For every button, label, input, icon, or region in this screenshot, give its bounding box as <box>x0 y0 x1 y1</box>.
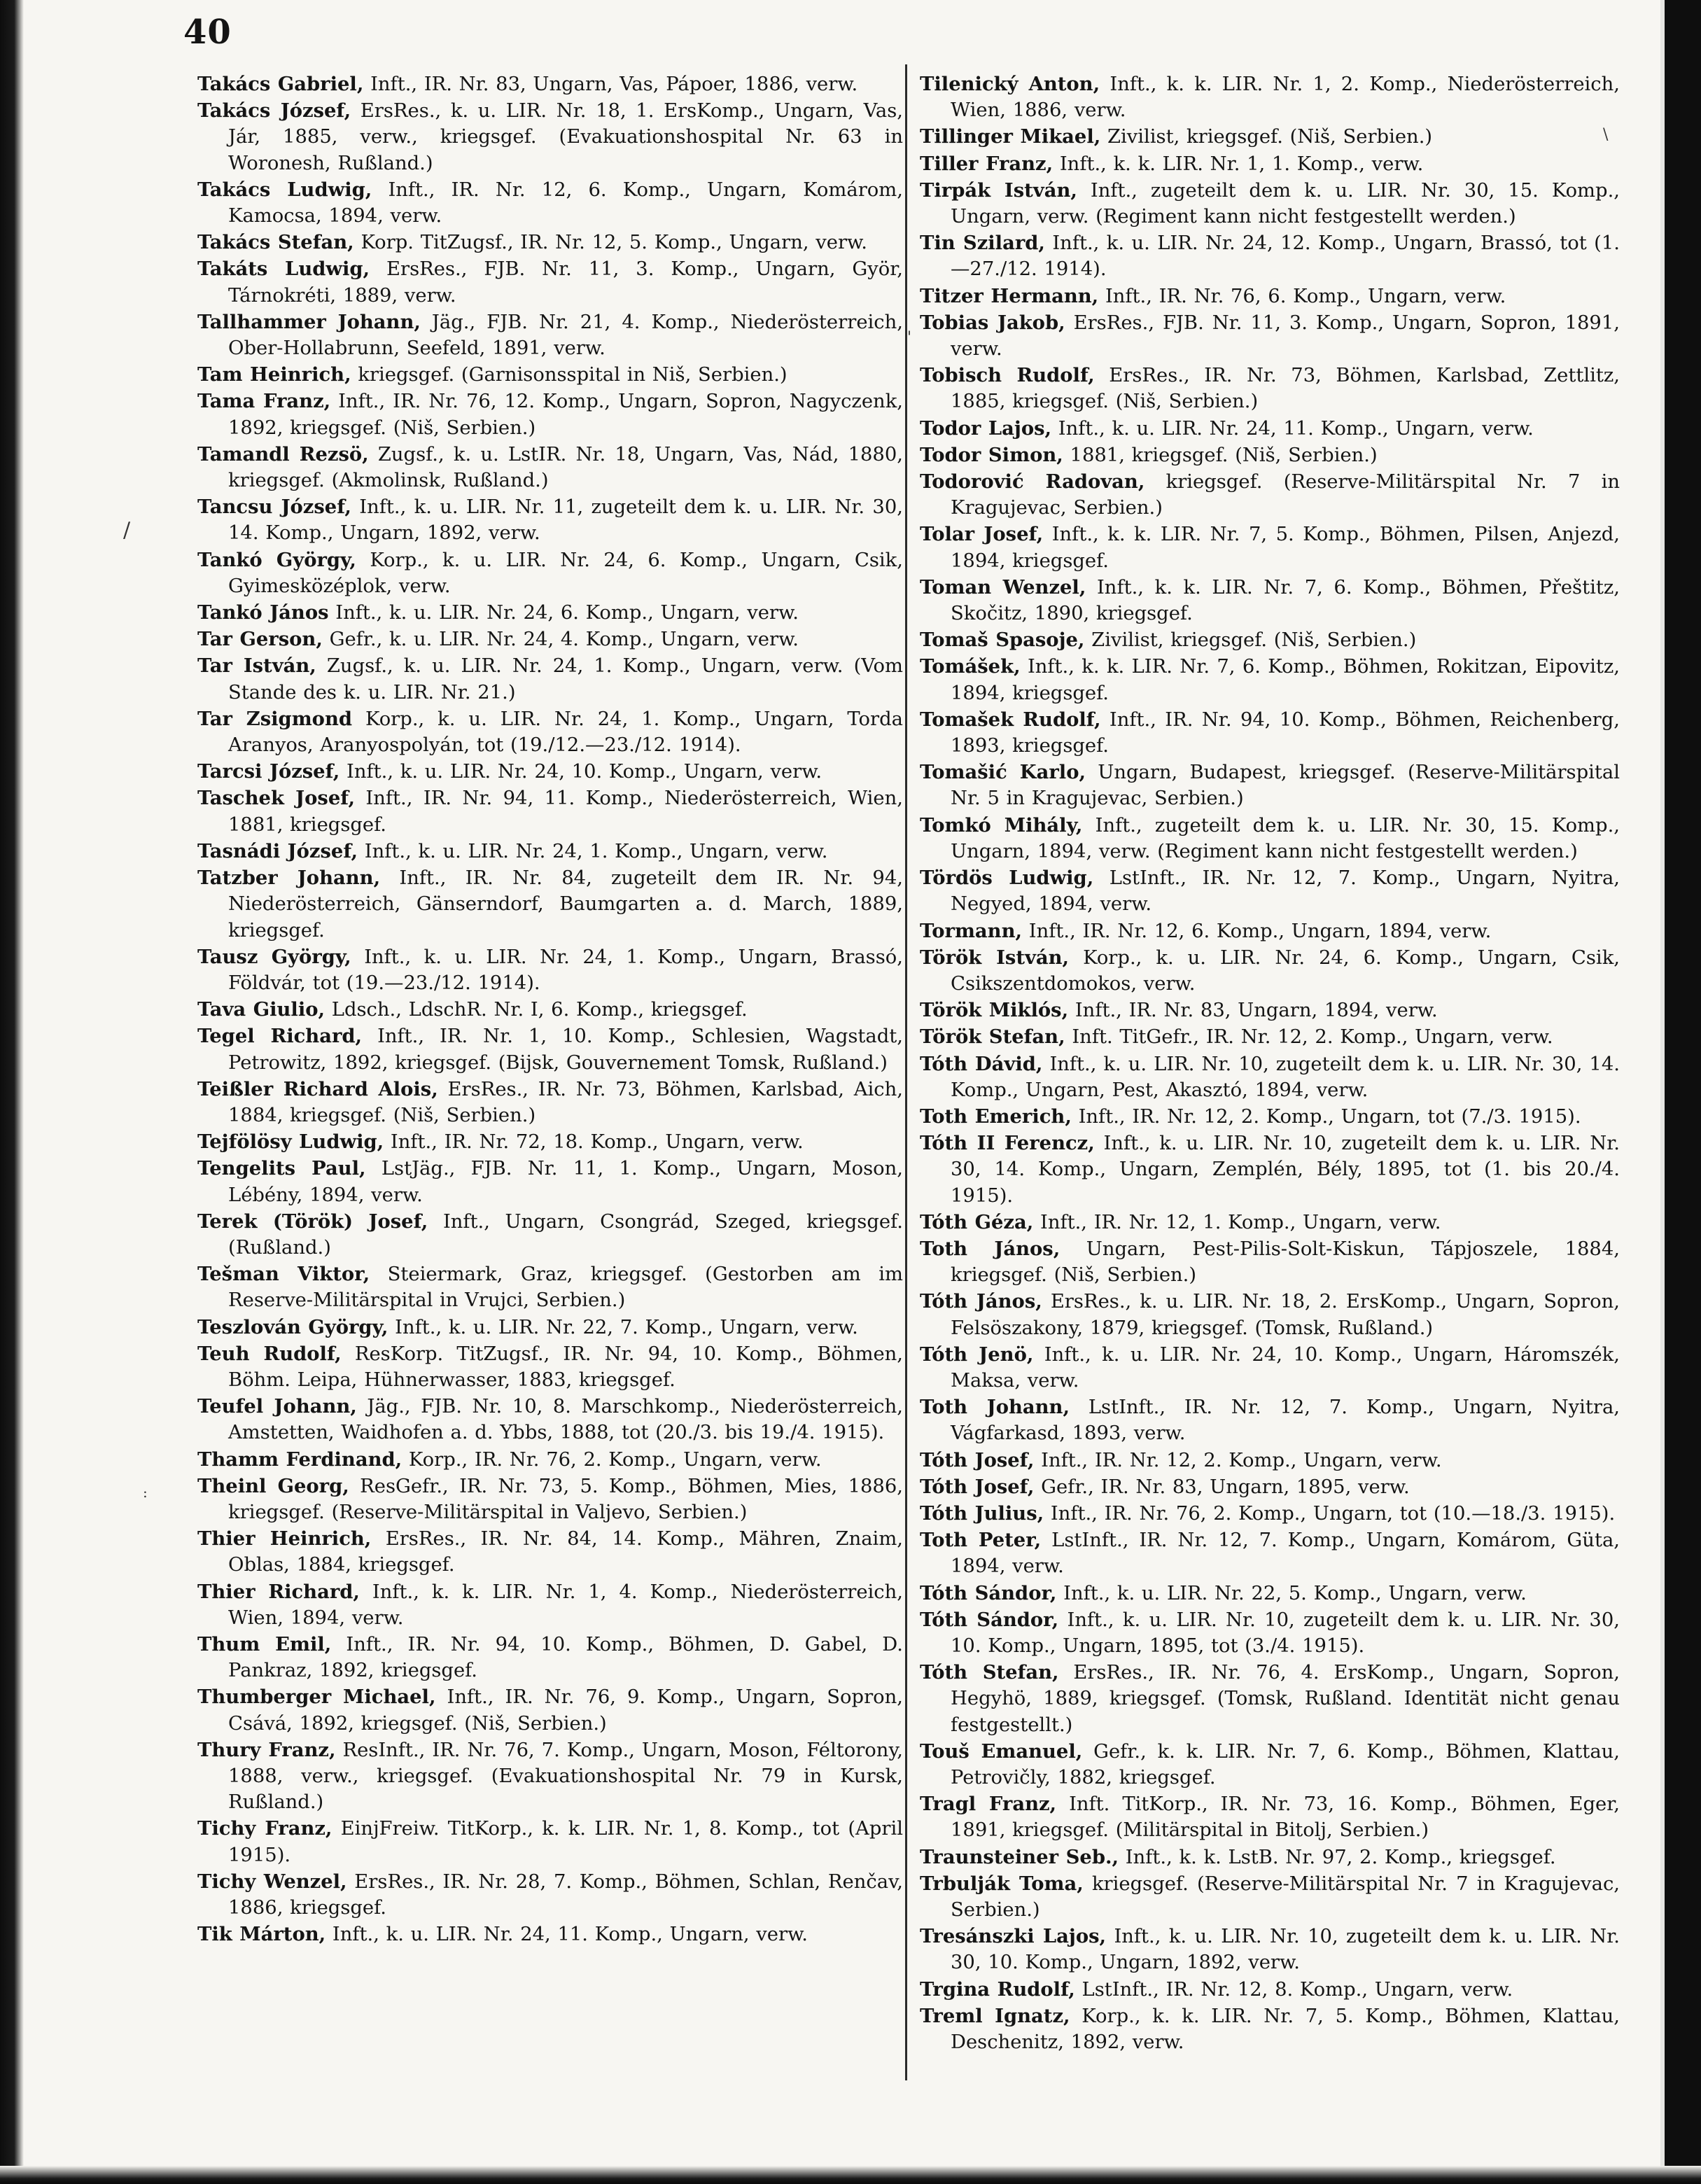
entry-detail: LstInft., IR. Nr. 12, 7. Komp., Ungarn, Nyitra, Negyed, 1894, verw. <box>951 867 1620 916</box>
entry-detail: Inft., zugeteilt dem k. u. LIR. Nr. 30, 15. Komp., Ungarn, 1894, verw. (Regiment kann nicht festgestellt werden.) <box>951 814 1620 862</box>
entry-detail: Inft., IR. Nr. 94, 10. Komp., Böhmen, Reichenberg, 1893, kriegsgef. <box>951 708 1620 757</box>
entry-name: Teszlován György, <box>197 1315 388 1338</box>
entry-detail: ErsRes., IR. Nr. 73, Böhmen, Karlsbad, Zettlitz, 1885, kriegsgef. (Niš, Serbien.) <box>951 365 1620 413</box>
register-entry <box>920 363 1620 414</box>
entry-detail: Inft., IR. Nr. 94, 10. Komp., Böhmen, D. Gabel, D. Pankraz, 1892, kriegsgef. <box>228 1633 903 1682</box>
entry-detail: Inft., IR. Nr. 1, 10. Komp., Schlesien, Wagstadt, Petrowitz, 1892, kriegsgef. (Bijsk, Gouvernement Tomsk, Rußland.) <box>228 1026 903 1074</box>
register-entry <box>920 1236 1620 1288</box>
entry-detail: Korp., k. u. LIR. Nr. 24, 1. Komp., Ungarn, Torda Aranyos, Aranyospolyán, tot (19./12.—23./12. 1914). <box>228 708 903 757</box>
entry-detail: Zivilist, kriegsgef. (Niš, Serbien.) <box>1107 126 1433 148</box>
entry-detail: Inft., IR. Nr. 76, 12. Komp., Ungarn, Sopron, Nagyczenk, 1892, kriegsgef. (Niš, Serbien.) <box>228 391 903 439</box>
entry-name: Tomkó Mihály, <box>920 813 1083 836</box>
entry-name: Tóth Julius, <box>920 1502 1044 1525</box>
entry-name: Tresánszki Lajos, <box>920 1925 1107 1948</box>
entry-detail: ErsRes., k. u. LIR. Nr. 18, 1. ErsKomp., Ungarn, Vas, Jár, 1885, verw., kriegsgef. (Evakuationshospital Nr. 63 in Woronesh, Rußland.) <box>228 100 903 174</box>
register-entry <box>920 1660 1620 1738</box>
register-entry <box>197 1077 903 1128</box>
left-column <box>197 71 903 1948</box>
entry-name: Tichy Franz, <box>197 1817 332 1840</box>
register-entry <box>920 707 1620 759</box>
entry-detail: Inft., k. u. LIR. Nr. 10, zugeteilt dem k. u. LIR. Nr. 30, 14. Komp., Ungarn, Pest, Akasztó, 1894, verw. <box>951 1053 1620 1101</box>
entry-detail: Ldsch., LdschR. Nr. I, 6. Komp., kriegsgef. <box>331 999 748 1021</box>
entry-detail: Inft. TitGefr., IR. Nr. 12, 2. Komp., Ungarn, verw. <box>1072 1026 1553 1049</box>
entry-name: Toman Wenzel, <box>920 575 1086 598</box>
register-entry <box>920 1581 1620 1606</box>
entry-name: Tava Giulio, <box>197 998 326 1021</box>
scan-shadow-bottom <box>0 2166 1701 2184</box>
entry-detail: Inft., k. k. LIR. Nr. 7, 5. Komp., Böhmen, Pilsen, Anjezd, 1894, kriegsgef. <box>951 524 1620 572</box>
entry-detail: ResInft., IR. Nr. 76, 7. Komp., Ungarn, Moson, Féltorony, 1888, verw., kriegsgef. (Evakuationshospital Nr. 79 in Kursk, Rußland.) <box>228 1739 903 1814</box>
entry-detail: Korp., IR. Nr. 76, 2. Komp., Ungarn, verw. <box>408 1448 822 1471</box>
entry-name: Tamandl Rezsö, <box>197 442 369 465</box>
register-entry <box>920 1871 1620 1923</box>
entry-detail: Inft., k. u. LIR. Nr. 10, zugeteilt dem k. u. LIR. Nr. 30, 10. Komp., Ungarn, 1895, tot (3./4. 1915). <box>951 1609 1620 1657</box>
register-entry <box>197 1632 903 1684</box>
entry-detail: LstInft., IR. Nr. 12, 8. Komp., Ungarn, verw. <box>1082 1978 1513 2001</box>
entry-name: Tóth Josef, <box>920 1448 1035 1471</box>
entry-name: Tomášek, <box>920 655 1021 678</box>
entry-detail: Inft., IR. Nr. 72, 18. Komp., Ungarn, verw. <box>390 1131 804 1154</box>
entry-detail: ErsRes., k. u. LIR. Nr. 18, 2. ErsKomp., Ungarn, Sopron, Felsöszakony, 1879, kriegsgef. (Tomsk, Rußland.) <box>951 1291 1620 1339</box>
register-entry <box>197 494 903 546</box>
entry-name: Tördös Ludwig, <box>920 867 1094 890</box>
entry-detail: Inft., k. u. LIR. Nr. 10, zugeteilt dem k. u. LIR. Nr. 30, 14. Komp., Ungarn, Zemplén, Bély, 1895, tot (1. bis 20./4. 1915). <box>951 1133 1620 1207</box>
entry-detail: Inft., Ungarn, Csongrád, Szeged, kriegsgef. (Rußland.) <box>228 1210 903 1259</box>
entry-name: Tama Franz, <box>197 390 331 413</box>
entry-detail: Inft., k. u. LIR. Nr. 24, 11. Komp., Ungarn, verw. <box>1058 417 1534 440</box>
entry-name: Tillinger Mikael, <box>920 125 1101 148</box>
entry-name: Tóth Géza, <box>920 1210 1034 1233</box>
entry-detail: Gefr., IR. Nr. 83, Ungarn, 1895, verw. <box>1041 1476 1410 1498</box>
entry-detail: Korp., k. u. LIR. Nr. 24, 6. Komp., Ungarn, Csik, Csikszentdomokos, verw. <box>951 946 1620 995</box>
register-entry <box>920 522 1620 573</box>
register-entry <box>920 1210 1620 1236</box>
entry-name: Thier Heinrich, <box>197 1527 372 1550</box>
entry-name: Tormann, <box>920 919 1023 942</box>
register-entry <box>197 1579 903 1631</box>
entry-name: Taschek Josef, <box>197 787 355 810</box>
register-entry <box>920 575 1620 626</box>
entry-name: Tóth Stefan, <box>920 1661 1059 1684</box>
register-entry <box>920 654 1620 706</box>
register-entry <box>920 1844 1620 1870</box>
entry-name: Török István, <box>920 946 1070 969</box>
entry-name: Tatzber Johann, <box>197 867 381 890</box>
entry-name: Trbulják Toma, <box>920 1872 1084 1895</box>
entry-detail: Korp., k. u. LIR. Nr. 24, 6. Komp., Ungarn, Csik, Gyimesközéplok, verw. <box>228 549 903 597</box>
entry-name: Tasnádi József, <box>197 839 358 862</box>
entry-detail: Inft., k. u. LIR. Nr. 11, zugeteilt dem k. u. LIR. Nr. 30, 14. Komp., Ungarn, 1892, verw. <box>228 496 903 545</box>
entry-detail: Inft., IR. Nr. 12, 6. Komp., Ungarn, 1894, verw. <box>1028 920 1492 942</box>
entry-name: Tóth Sándor, <box>920 1608 1059 1631</box>
entry-name: Tóth Dávid, <box>920 1052 1043 1075</box>
register-entry <box>197 839 903 864</box>
register-entry <box>197 785 903 837</box>
register-entry <box>197 442 903 493</box>
entry-name: Tešman Viktor, <box>197 1263 370 1286</box>
entry-detail: Inft., k. k. LIR. Nr. 1, 1. Komp., verw. <box>1059 153 1424 175</box>
entry-name: Tomašek Rudolf, <box>920 708 1101 731</box>
register-entry <box>197 1129 903 1155</box>
entry-name: Teufel Johann, <box>197 1395 357 1418</box>
entry-name: Tin Szilard, <box>920 232 1045 255</box>
register-entry <box>197 1526 903 1578</box>
entry-detail: Inft., k. u. LIR. Nr. 24, 10. Komp., Ungarn, Háromszék, Maksa, verw. <box>951 1343 1620 1392</box>
entry-name: Tobias Jakob, <box>920 311 1065 334</box>
register-entry <box>920 1289 1620 1340</box>
entry-name: Thum Emil, <box>197 1632 332 1656</box>
register-entry <box>920 813 1620 864</box>
register-entry <box>920 865 1620 917</box>
entry-detail: Inft., k. u. LIR. Nr. 22, 5. Komp., Ungarn, verw. <box>1063 1582 1527 1604</box>
entry-detail: Inft., IR. Nr. 12, 1. Komp., Ungarn, verw. <box>1040 1211 1441 1233</box>
entry-detail: Inft. TitKorp., IR. Nr. 73, 16. Komp., Böhmen, Eger, 1891, kriegsgef. (Militärspital in Bitolj, Serbien.) <box>951 1793 1620 1842</box>
entry-detail: ErsRes., IR. Nr. 73, Böhmen, Karlsbad, Aich, 1884, kriegsgef. (Niš, Serbien.) <box>228 1078 903 1126</box>
entry-detail: Ungarn, Budapest, kriegsgef. (Reserve-Militärspital Nr. 5 in Kragujevac, Serbien.) <box>951 762 1620 810</box>
register-entry <box>920 310 1620 362</box>
entry-name: Török Stefan, <box>920 1026 1065 1049</box>
entry-name: Takács József, <box>197 99 351 122</box>
entry-detail: Inft., zugeteilt dem k. u. LIR. Nr. 30, 15. Komp., Ungarn, verw. (Regiment kann nicht festgestellt werden.) <box>951 179 1620 228</box>
entry-detail: Inft., k. k. LIR. Nr. 1, 4. Komp., Niederösterreich, Wien, 1894, verw. <box>228 1581 903 1629</box>
entry-detail: Inft., IR. Nr. 83, Ungarn, Vas, Pápoer, 1886, verw. <box>370 74 858 95</box>
entry-name: Thamm Ferdinand, <box>197 1448 402 1471</box>
register-entry <box>920 1501 1620 1527</box>
register-entry <box>197 1474 903 1525</box>
entry-name: Tóth Jenö, <box>920 1343 1034 1366</box>
entry-detail: Inft., IR. Nr. 12, 2. Komp., Ungarn, tot (7./3. 1915). <box>1078 1105 1581 1128</box>
register-entry <box>920 2003 1620 2055</box>
register-entry <box>197 1447 903 1473</box>
margin-dot-mark: \ <box>1603 126 1609 144</box>
entry-name: Treml Ignatz, <box>920 2004 1070 2027</box>
margin-stroke-mark: / <box>123 518 131 542</box>
entry-detail: Gefr., k. u. LIR. Nr. 24, 4. Komp., Ungarn, verw. <box>329 629 799 651</box>
register-entry <box>920 178 1620 230</box>
entry-detail: Inft., k. u. LIR. Nr. 10, zugeteilt dem k. u. LIR. Nr. 30, 10. Komp., Ungarn, 1892, verw. <box>951 1926 1620 1974</box>
entry-name: Thumberger Michael, <box>197 1686 436 1709</box>
entry-name: Todor Lajos, <box>920 416 1052 440</box>
entry-detail: Inft., IR. Nr. 76, 6. Komp., Ungarn, verw. <box>1105 285 1506 307</box>
entry-name: Tirpák István, <box>920 178 1077 202</box>
entry-name: Tejfölösy Ludwig, <box>197 1130 384 1154</box>
register-entry <box>920 284 1620 309</box>
page-number: 40 <box>183 13 232 52</box>
entry-name: Thier Richard, <box>197 1580 360 1603</box>
register-entry <box>197 177 903 229</box>
entry-detail: LstInft., IR. Nr. 12, 7. Komp., Ungarn, Nyitra, Vágfarkasd, 1893, verw. <box>951 1396 1620 1445</box>
entry-name: Tóth Sándor, <box>920 1581 1057 1604</box>
entry-name: Tolar Josef, <box>920 523 1044 546</box>
entry-detail: ResKorp. TitZugsf., IR. Nr. 94, 10. Komp., Böhmen, Böhm. Leipa, Hühnerwasser, 1883, kriegsgef. <box>228 1343 903 1391</box>
entry-detail: kriegsgef. (Garnisonsspital in Niš, Serbien.) <box>358 364 788 386</box>
entry-name: Toth Johann, <box>920 1396 1070 1419</box>
entry-name: Tar Gerson, <box>197 628 323 651</box>
entry-detail: Zivilist, kriegsgef. (Niš, Serbien.) <box>1091 629 1417 652</box>
register-entry <box>920 1104 1620 1130</box>
entry-detail: Inft., k. u. LIR. Nr. 24, 6. Komp., Ungarn, verw. <box>335 602 799 624</box>
entry-name: Takáts Ludwig, <box>197 258 370 281</box>
entry-detail: Inft., k. u. LIR. Nr. 24, 11. Komp., Ungarn, verw. <box>332 1924 808 1946</box>
entry-name: Tiller Franz, <box>920 152 1054 175</box>
entry-detail: Steiermark, Graz, kriegsgef. (Gestorben am im Reserve-Militärspital in Vrujci, Serbien.) <box>228 1264 903 1312</box>
entry-name: Todorović Radovan, <box>920 470 1145 493</box>
margin-dot-mark: ' <box>907 329 912 346</box>
entry-detail: EinjFreiw. TitKorp., k. k. LIR. Nr. 1, 8. Komp., tot (April 1915). <box>228 1818 903 1866</box>
register-entry <box>920 1342 1620 1394</box>
entry-name: Theinl Georg, <box>197 1474 349 1497</box>
register-entry <box>920 151 1620 177</box>
register-entry <box>197 362 903 388</box>
entry-detail: kriegsgef. (Reserve-Militärspital Nr. 7 in Kragujevac, Serbien.) <box>951 1872 1620 1921</box>
entry-detail: Inft., IR. Nr. 76, 9. Komp., Ungarn, Sopron, Csává, 1892, kriegsgef. (Niš, Serbien.) <box>228 1686 904 1735</box>
register-entry <box>920 1024 1620 1050</box>
entry-detail: Inft., k. k. LIR. Nr. 7, 6. Komp., Böhmen, Rokitzan, Eipovitz, 1894, kriegsgef. <box>951 656 1620 704</box>
entry-detail: 1881, kriegsgef. (Niš, Serbien.) <box>1070 444 1378 466</box>
entry-name: Titzer Hermann, <box>920 284 1099 307</box>
entry-detail: ErsRes., FJB. Nr. 11, 3. Komp., Ungarn, Sopron, 1891, verw. <box>951 312 1620 360</box>
register-entry <box>197 1209 903 1261</box>
entry-detail: Inft., k. u. LIR. Nr. 24, 10. Komp., Ungarn, verw. <box>346 761 822 783</box>
entry-detail: Inft., k. k. LIR. Nr. 1, 2. Komp., Niederösterreich, Wien, 1886, verw. <box>951 74 1620 122</box>
entry-name: Tilenický Anton, <box>920 73 1100 95</box>
entry-name: Tragl Franz, <box>920 1793 1057 1816</box>
entry-name: Touš Emanuel, <box>920 1740 1083 1763</box>
entry-name: Toth Emerich, <box>920 1105 1072 1128</box>
entry-detail: Inft., IR. Nr. 83, Ungarn, 1894, verw. <box>1074 1000 1438 1022</box>
entry-detail: Jäg., FJB. Nr. 21, 4. Komp., Niederösterreich, Ober-Hollabrunn, Seefeld, 1891, verw. <box>228 311 903 360</box>
entry-name: Thury Franz, <box>197 1738 336 1761</box>
register-entry <box>920 1448 1620 1474</box>
margin-dot-mark: : <box>143 1484 148 1501</box>
entry-name: Tengelits Paul, <box>197 1157 366 1180</box>
entry-detail: Korp., k. k. LIR. Nr. 7, 5. Komp., Böhmen, Klattau, Deschenitz, 1892, verw. <box>951 2005 1620 2054</box>
register-entry <box>920 1130 1620 1209</box>
register-entry <box>197 388 903 440</box>
entry-name: Tallhammer Johann, <box>197 310 421 333</box>
register-entry <box>197 1156 903 1208</box>
register-entry <box>920 918 1620 944</box>
register-entry <box>197 759 903 785</box>
register-entry <box>920 1394 1620 1446</box>
register-entry <box>920 71 1620 123</box>
entry-name: Tichy Wenzel, <box>197 1870 347 1893</box>
entry-detail: Inft., k. u. LIR. Nr. 24, 1. Komp., Ungarn, Brassó, Földvár, tot (19.—23./12. 1914). <box>228 946 903 994</box>
entry-name: Tik Márton, <box>197 1923 326 1946</box>
register-entry <box>197 706 903 758</box>
entry-name: Tarcsi József, <box>197 760 340 783</box>
entry-name: Tegel Richard, <box>197 1025 363 1048</box>
register-entry <box>197 1315 903 1340</box>
entry-detail: Zugsf., k. u. LstIR. Nr. 18, Ungarn, Vas, Nád, 1880, kriegsgef. (Akmolinsk, Rußland.) <box>228 443 903 492</box>
entry-detail: Inft., IR. Nr. 94, 11. Komp., Niederösterreich, Wien, 1881, kriegsgef. <box>228 788 903 836</box>
entry-name: Traunsteiner Seb., <box>920 1845 1119 1868</box>
entry-detail: Inft., IR. Nr. 84, zugeteilt dem IR. Nr. 94, Niederösterreich, Gänserndorf, Baumgarten a. d. March, 1889, kriegsgef. <box>228 867 903 941</box>
register-entry <box>920 627 1620 653</box>
register-entry <box>920 124 1620 150</box>
entry-name: Teißler Richard Alois, <box>197 1077 438 1100</box>
register-entry <box>197 230 903 255</box>
entry-detail: ResGefr., IR. Nr. 73, 5. Komp., Böhmen, Mies, 1886, kriegsgef. (Reserve-Militärspital in Valjevo, Serbien.) <box>228 1475 903 1523</box>
register-entry <box>920 1924 1620 1975</box>
entry-name: Tankó György, <box>197 548 356 571</box>
entry-name: Takács Stefan, <box>197 231 354 254</box>
register-entry <box>920 945 1620 997</box>
register-entry <box>920 760 1620 811</box>
register-entry <box>197 600 903 626</box>
entry-detail: Ungarn, Pest-Pilis-Solt-Kiskun, Tápjoszele, 1884, kriegsgef. (Niš, Serbien.) <box>951 1238 1620 1287</box>
entry-name: Teuh Rudolf, <box>197 1342 342 1365</box>
register-entry <box>920 1051 1620 1103</box>
entry-detail: ErsRes., FJB. Nr. 11, 3. Komp., Ungarn, Györ, Tárnokréti, 1889, verw. <box>228 258 903 307</box>
register-entry <box>197 1737 903 1816</box>
entry-detail: Inft., k. k. LstB. Nr. 97, 2. Komp., kriegsgef. <box>1125 1846 1556 1868</box>
entry-name: Todor Simon, <box>920 443 1063 466</box>
register-entry <box>197 256 903 308</box>
register-entry <box>920 1607 1620 1659</box>
register-entry <box>197 1921 903 1947</box>
entry-detail: Inft., k. u. LIR. Nr. 24, 12. Komp., Ungarn, Brassó, tot (1.—27./12. 1914). <box>951 232 1620 281</box>
register-entry <box>197 1023 903 1075</box>
register-entry <box>197 1684 903 1736</box>
register-entry <box>197 1816 903 1868</box>
entry-name: Tóth II Ferencz, <box>920 1132 1095 1155</box>
register-entry <box>920 1474 1620 1500</box>
register-entry <box>920 1739 1620 1791</box>
entry-name: Tomašić Karlo, <box>920 761 1086 784</box>
entry-detail: LstInft., IR. Nr. 12, 7. Komp., Ungarn, Komárom, Güta, 1894, verw. <box>951 1530 1620 1578</box>
entry-name: Tóth János, <box>920 1290 1042 1313</box>
entry-name: Török Miklós, <box>920 999 1069 1022</box>
entry-detail: Inft., k. u. LIR. Nr. 24, 1. Komp., Ungarn, verw. <box>364 840 828 862</box>
register-entry <box>197 1394 903 1446</box>
entry-name: Tankó János <box>197 601 329 624</box>
register-entry <box>197 944 903 996</box>
entry-detail: kriegsgef. (Reserve-Militärspital Nr. 7 in Kragujevac, Serbien.) <box>951 471 1620 519</box>
column-divider <box>905 64 907 2080</box>
entry-detail: Inft., IR. Nr. 12, 6. Komp., Ungarn, Komárom, Kamocsa, 1894, verw. <box>228 178 903 227</box>
entry-name: Tóth Josef, <box>920 1475 1035 1498</box>
register-entry <box>197 1261 903 1313</box>
entry-name: Takács Gabriel, <box>197 73 364 95</box>
entry-name: Tausz György, <box>197 945 351 968</box>
register-entry <box>920 416 1620 442</box>
entry-name: Tar István, <box>197 654 316 678</box>
entry-name: Takács Ludwig, <box>197 178 372 201</box>
entry-detail: Korp. TitZugsf., IR. Nr. 12, 5. Komp., Ungarn, verw. <box>360 232 867 254</box>
register-entry <box>197 1869 903 1921</box>
entry-detail: LstJäg., FJB. Nr. 11, 1. Komp., Ungarn, Moson, Lébény, 1894, verw. <box>228 1158 904 1206</box>
entry-name: Tomaš Spasoje, <box>920 629 1085 652</box>
scan-shadow-right <box>1660 0 1701 2184</box>
entry-detail: ErsRes., IR. Nr. 76, 4. ErsKomp., Ungarn, Sopron, Hegyhö, 1889, kriegsgef. (Tomsk, Rußland. Identität nicht genau festgestellt.) <box>951 1662 1620 1736</box>
register-entry <box>920 1791 1620 1843</box>
entry-detail: Inft., k. k. LIR. Nr. 7, 6. Komp., Böhmen, Přeštitz, Skočitz, 1890, kriegsgef. <box>951 576 1620 625</box>
register-entry <box>197 71 903 97</box>
register-entry <box>197 547 903 599</box>
right-column <box>920 71 1620 2056</box>
entry-name: Tam Heinrich, <box>197 363 351 386</box>
register-entry <box>920 469 1620 521</box>
entry-name: Toth Peter, <box>920 1529 1042 1552</box>
register-entry <box>920 997 1620 1023</box>
register-entry <box>920 1977 1620 2003</box>
entry-detail: Gefr., k. k. LIR. Nr. 7, 6. Komp., Böhmen, Klattau, Petrovičly, 1882, kriegsgef. <box>951 1740 1620 1788</box>
register-entry <box>197 626 903 652</box>
entry-detail: Inft., IR. Nr. 12, 2. Komp., Ungarn, verw. <box>1041 1449 1442 1471</box>
scan-shadow-left <box>0 0 24 2184</box>
entry-name: Tobisch Rudolf, <box>920 364 1095 387</box>
register-entry <box>197 98 903 176</box>
entry-name: Terek (Török) Josef, <box>197 1210 428 1233</box>
entry-detail: Jäg., FJB. Nr. 10, 8. Marschkomp., Niederösterreich, Amstetten, Waidhofen a. d. Ybbs, 1888, tot (20./3. bis 19./4. 1915). <box>228 1396 903 1444</box>
register-entry <box>197 865 903 944</box>
register-entry <box>920 442 1620 468</box>
entry-detail: ErsRes., IR. Nr. 28, 7. Komp., Böhmen, Schlan, Renčav, 1886, kriegsgef. <box>228 1870 903 1919</box>
entry-detail: ErsRes., IR. Nr. 84, 14. Komp., Mähren, Znaim, Oblas, 1884, kriegsgef. <box>228 1528 903 1576</box>
register-entry <box>197 653 903 705</box>
register-entry <box>920 1527 1620 1579</box>
entry-name: Toth János, <box>920 1237 1060 1260</box>
entry-name: Tar Zsigmond <box>197 707 353 730</box>
register-entry <box>197 1341 903 1393</box>
register-entry <box>920 230 1620 282</box>
register-entry <box>197 309 903 361</box>
entry-name: Trgina Rudolf, <box>920 1977 1075 2001</box>
entry-detail: Inft., IR. Nr. 76, 2. Komp., Ungarn, tot (10.—18./3. 1915). <box>1050 1502 1616 1525</box>
register-entry <box>197 997 903 1023</box>
entry-detail: Zugsf., k. u. LIR. Nr. 24, 1. Komp., Ungarn, verw. (Vom Stande des k. u. LIR. Nr. 21.) <box>228 655 903 704</box>
entry-detail: Inft., k. u. LIR. Nr. 22, 7. Komp., Ungarn, verw. <box>395 1316 858 1338</box>
entry-name: Tancsu József, <box>197 496 351 519</box>
